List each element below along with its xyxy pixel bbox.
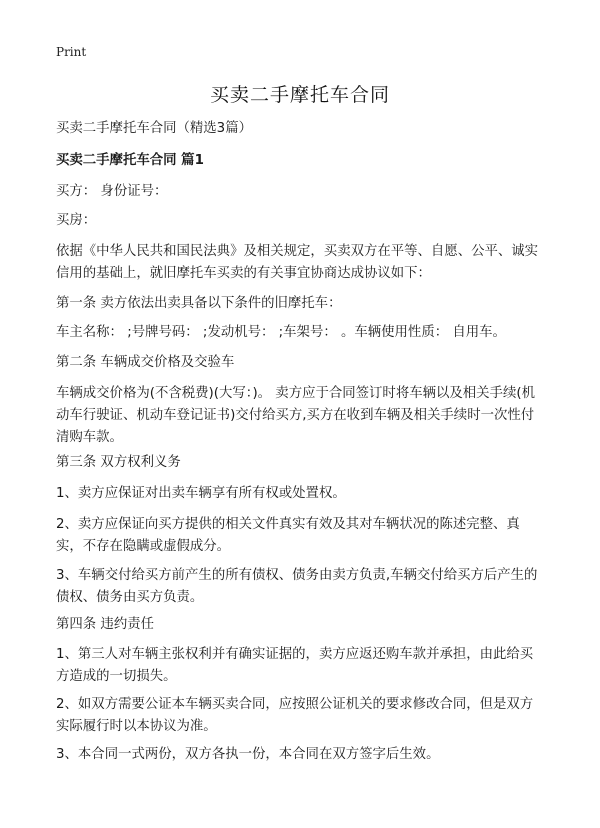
clause-3-2: 2、卖方应保证向买方提供的相关文件真实有效及其对车辆状况的陈述完整、真实，不存在隐瞒或虚假成分。 xyxy=(56,517,520,554)
clause-4-1: 1、第三人对车辆主张权利并有确实证据的，卖方应返还购车款并承担，由此给买方造成的一切损失。 xyxy=(56,647,534,684)
clause-4-3: 3、本合同一式两份，双方各执一份，本合同在双方签字后生效。 xyxy=(56,747,440,762)
clause-3-3: 3、车辆交付给买方前产生的所有债权、债务由卖方负责,车辆交付给买方后产生的债权、债务由买方负责。 xyxy=(56,568,538,605)
print-label: Print xyxy=(56,45,87,59)
article-3-heading: 第三条 双方权利义务 xyxy=(56,455,181,470)
clause-4-2: 2、如双方需要公证本车辆买卖合同，应按照公证机关的要求修改合同，但是双方实际履行时以本协议为准。 xyxy=(56,697,534,734)
vehicle-details-line: 车主名称： ;号牌号码： ;发动机号： ;车架号： 。车辆使用性质： 自用车。 xyxy=(56,325,506,340)
preamble-paragraph: 依据《中华人民共和国民法典》及相关规定，买卖双方在平等、自愿、公平、诚实信用的基础上，就旧摩托车买卖的有关事宜协商达成协议如下： xyxy=(56,244,539,281)
page-title: 买卖二手摩托车合同 xyxy=(209,84,390,106)
price-paragraph: 车辆成交价格为(不含税费)(大写：)。 卖方应于合同签订时将车辆以及相关手续(机动车行驶证、机动车登记证书)交付给买方,买方在收到车辆及相关手续时一次性付清购车款。 xyxy=(56,386,535,445)
buyer-line: 买方： 身份证号： xyxy=(56,184,168,199)
article-4-heading: 第四条 违约责任 xyxy=(56,617,154,632)
article-1-heading: 第一条 卖方依法出卖具备以下条件的旧摩托车： xyxy=(56,296,342,311)
seller-line: 买房： xyxy=(56,213,97,228)
article-2-heading: 第二条 车辆成交价格及交验车 xyxy=(56,355,235,370)
clause-3-1: 1、卖方应保证对出卖车辆享有所有权或处置权。 xyxy=(56,486,346,501)
document-subtitle: 买卖二手摩托车合同（精选3篇） xyxy=(56,121,252,136)
section-heading: 买卖二手摩托车合同 篇1 xyxy=(56,153,204,168)
